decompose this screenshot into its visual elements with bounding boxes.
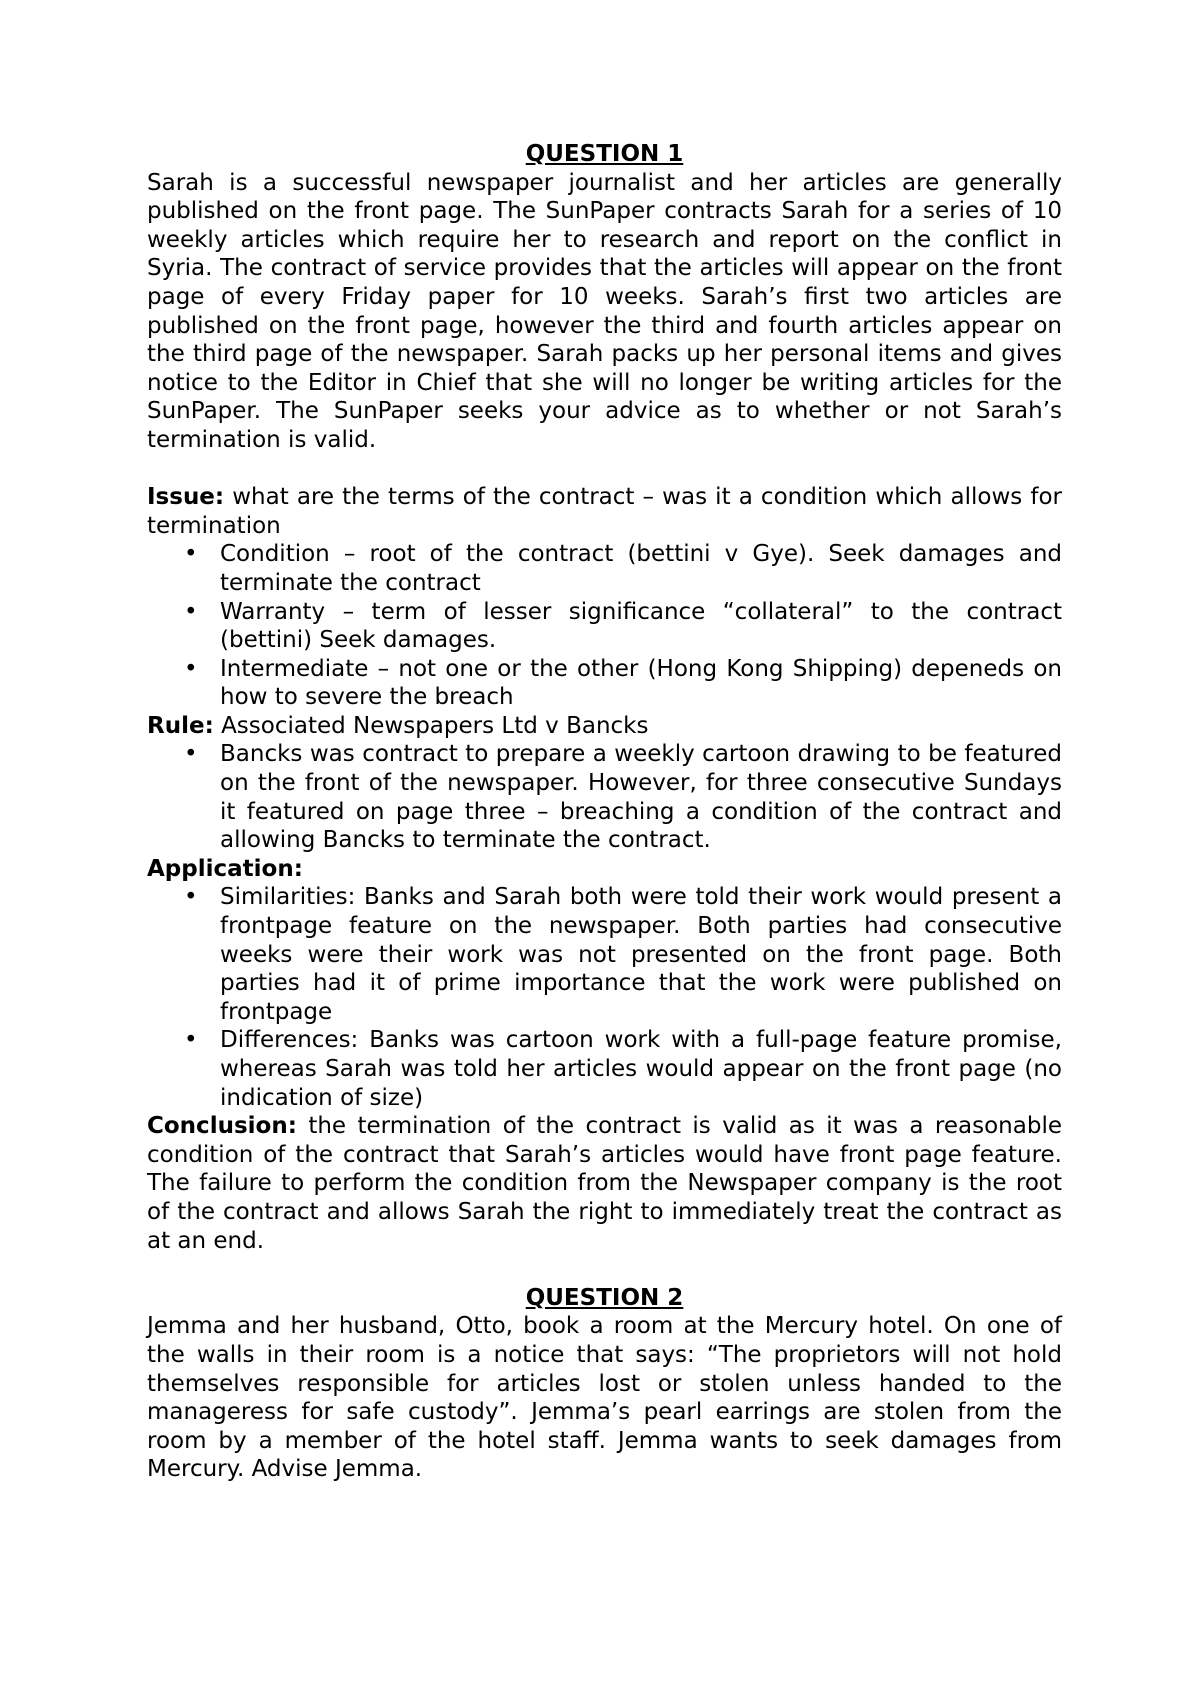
bullet-icon: • xyxy=(184,1027,198,1054)
bullet-text: Similarities: Banks and Sarah both were told their work would present a frontpage feature on the newspaper. Both parties had consecutive weeks were their work was not presented on the front page. Both parties had it of prime importance that the work were published on frontpage xyxy=(220,884,1062,1025)
issue-label: Issue: xyxy=(147,484,225,511)
conclusion-paragraph xyxy=(147,1112,1062,1255)
issue-text: what are the terms of the contract – was it a condition which allows for termination xyxy=(147,484,1062,539)
rule-text: Associated Newspapers Ltd v Bancks xyxy=(213,712,649,739)
rule-bullet-bancks xyxy=(184,740,1062,854)
issue-bullet-intermediate xyxy=(184,655,1062,712)
document-page xyxy=(147,140,1062,1484)
question-2-body: Jemma and her husband, Otto, book a room at the Mercury hotel. On one of the walls in their room is a notice that says: “The proprietors will not hold themselves responsible for articles lost or stolen unless handed to the manageress for safe custody”. Jemma’s pearl earrings are stolen from the room by a member of the hotel staff. Jemma wants to seek damages from Mercury. Advise Jemma. xyxy=(147,1313,1062,1483)
question-2-heading: QUESTION 2 xyxy=(525,1284,684,1311)
application-label: Application: xyxy=(147,855,303,882)
rule-label: Rule: xyxy=(147,712,214,739)
application-bullet-list xyxy=(147,883,1062,1112)
bullet-icon: • xyxy=(184,884,198,911)
question-1-body: Sarah is a successful newspaper journalist and her articles are generally published on the front page. The SunPaper contracts Sarah for a series of 10 weekly articles which require her to research and report on the conflict in Syria. The contract of service provides that the articles will appear on the front page of every Friday paper for 10 weeks. Sarah’s first two articles are published on the front page, however the third and fourth articles appear on the third page of the newspaper. Sarah packs up her personal items and gives notice to the Editor in Chief that she will no longer be writing articles for the SunPaper. The SunPaper seeks your advice as to whether or not Sarah’s termination is valid. xyxy=(147,169,1062,453)
application-bullet-differences xyxy=(184,1026,1062,1112)
bullet-icon: • xyxy=(184,655,198,682)
rule-paragraph xyxy=(147,712,1062,741)
issue-bullet-list xyxy=(147,540,1062,712)
bullet-text: Differences: Banks was cartoon work with a full-page feature promise, whereas Sarah was told her articles would appear on the front page (no indication of size) xyxy=(220,1027,1062,1111)
conclusion-text: the termination of the contract is valid as it was a reasonable condition of the contract that Sarah’s articles would have front page feature. The failure to perform the condition from the Newspaper company is the root of the contract and allows Sarah the right to immediately treat the contract as at an end. xyxy=(147,1113,1062,1254)
issue-bullet-condition xyxy=(184,540,1062,597)
bullet-icon: • xyxy=(184,598,198,625)
bullet-text: Warranty – term of lesser significance “collateral” to the contract (bettini) Seek damages. xyxy=(220,598,1062,654)
bullet-text: Condition – root of the contract (bettini v Gye). Seek damages and terminate the contract xyxy=(220,541,1062,596)
conclusion-label: Conclusion: xyxy=(147,1113,297,1140)
issue-paragraph xyxy=(147,483,1062,540)
rule-bullet-list xyxy=(147,740,1062,854)
blank-line xyxy=(147,455,1062,484)
application-paragraph xyxy=(147,855,1062,884)
blank-line xyxy=(147,1255,1062,1284)
bullet-icon: • xyxy=(184,741,198,768)
bullet-text: Bancks was contract to prepare a weekly cartoon drawing to be featured on the front of the newspaper. However, for three consecutive Sundays it featured on page three – breaching a condition of the contract and allowing Bancks to terminate the contract. xyxy=(220,741,1062,854)
bullet-text: Intermediate – not one or the other (Hong Kong Shipping) depeneds on how to severe the breach xyxy=(220,655,1062,711)
bullet-icon: • xyxy=(184,541,198,568)
application-bullet-similarities xyxy=(184,883,1062,1026)
issue-bullet-warranty xyxy=(184,598,1062,655)
question-1-heading: QUESTION 1 xyxy=(525,141,684,167)
